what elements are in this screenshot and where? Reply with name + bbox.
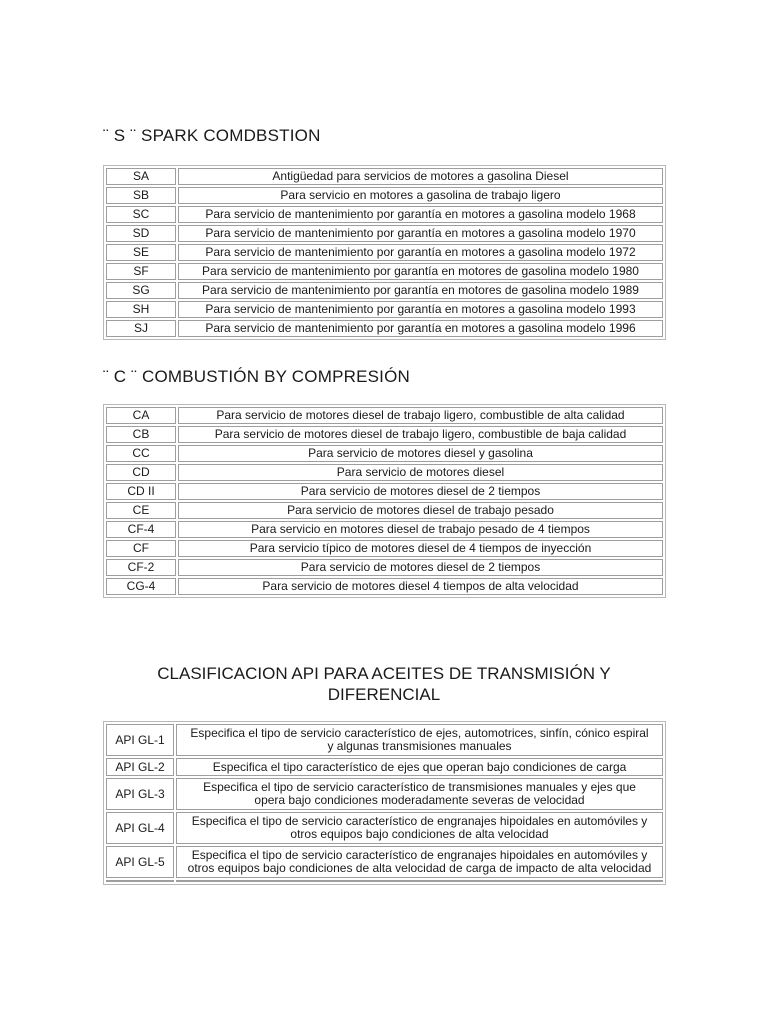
code-cell: SC <box>106 206 176 223</box>
description-cell: Para servicio de motores diesel de 2 tiempos <box>178 483 663 500</box>
description-cell <box>176 778 663 810</box>
table-row <box>106 445 663 462</box>
table-row <box>106 282 663 299</box>
table-row <box>106 320 663 337</box>
table-row <box>106 812 663 844</box>
code-cell: SB <box>106 187 176 204</box>
description-cell: Para servicio de mantenimiento por garantía en motores a gasolina modelo 1996 <box>178 320 663 337</box>
trailing-cell <box>106 880 174 882</box>
code-cell: CE <box>106 502 176 519</box>
table-row <box>106 724 663 756</box>
description-line-2: otros equipos bajo condiciones de alta velocidad <box>290 827 549 841</box>
spark-table <box>103 165 666 340</box>
code-cell: API GL-1 <box>106 724 174 756</box>
description-cell: Para servicio de motores diesel <box>178 464 663 481</box>
code-cell: CG-4 <box>106 578 176 595</box>
description-cell: Para servicio de motores diesel de trabajo ligero, combustible de alta calidad <box>178 407 663 424</box>
table-row <box>106 483 663 500</box>
compression-section-title: ¨ C ¨ COMBUSTIÓN BY COMPRESIÓN <box>103 367 410 386</box>
table-row <box>106 464 663 481</box>
description-cell <box>176 724 663 756</box>
api-title-line-1: CLASIFICACION API PARA ACEITES DE TRANSMISIÓN Y <box>157 664 611 683</box>
code-cell: SE <box>106 244 176 261</box>
description-cell: Para servicio de mantenimiento por garantía en motores de gasolina modelo 1980 <box>178 263 663 280</box>
description-line-1: Especifica el tipo de servicio característico de transmisiones manuales y ejes que <box>203 780 636 794</box>
description-line-1: Especifica el tipo de servicio característico de engranajes hipoidales en automóviles y <box>191 848 648 862</box>
description-line-1: Especifica el tipo de servicio característico de engranajes hipoidales en automóviles y <box>191 814 648 828</box>
api-table <box>103 721 666 885</box>
description-cell: Para servicio en motores diesel de trabajo pesado de 4 tiempos <box>178 521 663 538</box>
table-row <box>106 244 663 261</box>
description-cell <box>176 812 663 844</box>
table-row <box>106 758 663 776</box>
table-row <box>106 846 663 878</box>
description-cell <box>176 846 663 878</box>
spark-section-title: ¨ S ¨ SPARK COMDBSTION <box>103 126 321 145</box>
table-trailing-row <box>106 880 663 882</box>
description-cell: Para servicio de motores diesel de trabajo pesado <box>178 502 663 519</box>
table-row <box>106 559 663 576</box>
table-row <box>106 502 663 519</box>
code-cell: SH <box>106 301 176 318</box>
table-row <box>106 301 663 318</box>
description-line-2: otros equipos bajo condiciones de alta velocidad de carga de impacto de alta velocidad <box>187 861 652 875</box>
description-cell: Para servicio de mantenimiento por garantía en motores a gasolina modelo 1993 <box>178 301 663 318</box>
description-cell: Para servicio de mantenimiento por garantía en motores a gasolina modelo 1968 <box>178 206 663 223</box>
description-cell: Para servicio de motores diesel y gasolina <box>178 445 663 462</box>
api-section-title <box>0 663 768 705</box>
description-line-2: opera bajo condiciones moderadamente severas de velocidad <box>254 793 585 807</box>
table-row <box>106 206 663 223</box>
description-cell: Para servicio de motores diesel de 2 tiempos <box>178 559 663 576</box>
code-cell: CF-4 <box>106 521 176 538</box>
compression-table-body <box>106 407 663 595</box>
spark-table-body <box>106 168 663 337</box>
code-cell: CA <box>106 407 176 424</box>
code-cell: SD <box>106 225 176 242</box>
description-line-2: y algunas transmisiones manuales <box>327 739 512 753</box>
code-cell: API GL-3 <box>106 778 174 810</box>
description-cell: Para servicio de mantenimiento por garantía en motores de gasolina modelo 1989 <box>178 282 663 299</box>
api-title-line-2: DIFERENCIAL <box>327 685 441 704</box>
compression-table <box>103 404 666 598</box>
code-cell: CD II <box>106 483 176 500</box>
table-row <box>106 263 663 280</box>
description-cell: Para servicio de mantenimiento por garantía en motores a gasolina modelo 1970 <box>178 225 663 242</box>
table-row <box>106 407 663 424</box>
description-cell <box>176 758 663 776</box>
code-cell: CB <box>106 426 176 443</box>
code-cell: SG <box>106 282 176 299</box>
table-row <box>106 225 663 242</box>
code-cell: API GL-5 <box>106 846 174 878</box>
code-cell: CD <box>106 464 176 481</box>
table-row <box>106 187 663 204</box>
description-cell: Para servicio de motores diesel 4 tiempos de alta velocidad <box>178 578 663 595</box>
table-row <box>106 426 663 443</box>
description-cell: Para servicio de motores diesel de trabajo ligero, combustible de baja calidad <box>178 426 663 443</box>
code-cell: SA <box>106 168 176 185</box>
code-cell: SJ <box>106 320 176 337</box>
code-cell: CC <box>106 445 176 462</box>
table-row <box>106 540 663 557</box>
description-line-1: Especifica el tipo característico de ejes que operan bajo condiciones de carga <box>212 759 627 774</box>
table-row <box>106 521 663 538</box>
code-cell: CF <box>106 540 176 557</box>
code-cell: API GL-4 <box>106 812 174 844</box>
code-cell: CF-2 <box>106 559 176 576</box>
trailing-cell <box>176 880 663 882</box>
description-cell: Para servicio típico de motores diesel de 4 tiempos de inyección <box>178 540 663 557</box>
api-table-body <box>106 724 663 882</box>
code-cell: API GL-2 <box>106 758 174 776</box>
table-row <box>106 578 663 595</box>
description-line-1: Especifica el tipo de servicio característico de ejes, automotrices, sinfín, cónico espiral <box>190 726 649 740</box>
description-cell: Para servicio de mantenimiento por garantía en motores a gasolina modelo 1972 <box>178 244 663 261</box>
code-cell: SF <box>106 263 176 280</box>
table-row <box>106 168 663 185</box>
description-cell: Antigüedad para servicios de motores a gasolina Diesel <box>178 168 663 185</box>
table-row <box>106 778 663 810</box>
description-cell: Para servicio en motores a gasolina de trabajo ligero <box>178 187 663 204</box>
